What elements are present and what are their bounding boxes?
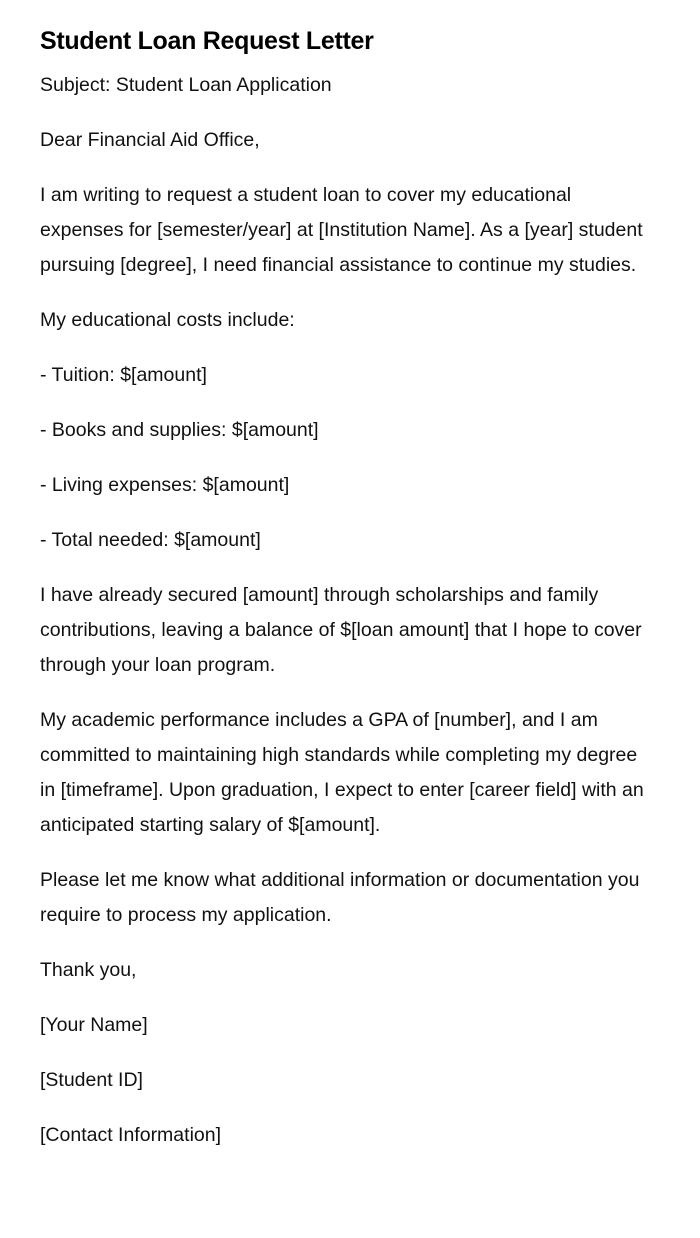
subject-line: Subject: Student Loan Application <box>40 74 332 96</box>
cost-item-living: - Living expenses: $[amount] <box>40 474 290 496</box>
cost-item-tuition: - Tuition: $[amount] <box>40 364 207 386</box>
costs-heading: My educational costs include: <box>40 309 295 331</box>
signature-student-id: [Student ID] <box>40 1069 143 1091</box>
letter-title: Student Loan Request Letter <box>40 27 374 55</box>
cost-item-total: - Total needed: $[amount] <box>40 529 261 551</box>
signature-name: [Your Name] <box>40 1014 148 1036</box>
salutation: Dear Financial Aid Office, <box>40 129 260 151</box>
academic-paragraph: My academic performance includes a GPA of [number], and I am committed to maintaining high standards while completing my degree in [timeframe]. Upon graduation, I expect to enter [career field] with an anticipated starting salary of $[amount]. <box>40 709 644 836</box>
signature-contact: [Contact Information] <box>40 1124 222 1146</box>
request-paragraph: Please let me know what additional information or documentation you require to process my application. <box>40 869 640 926</box>
intro-paragraph: I am writing to request a student loan to cover my educational expenses for [semester/year] at [Institution Name]. As a [year] student pursuing [degree], I need financial assistance to continue my studies. <box>40 184 643 276</box>
cost-item-books: - Books and supplies: $[amount] <box>40 419 319 441</box>
funding-paragraph: I have already secured [amount] through scholarships and family contributions, leaving a balance of $[loan amount] that I hope to cover through your loan program. <box>40 584 642 676</box>
closing: Thank you, <box>40 959 137 981</box>
